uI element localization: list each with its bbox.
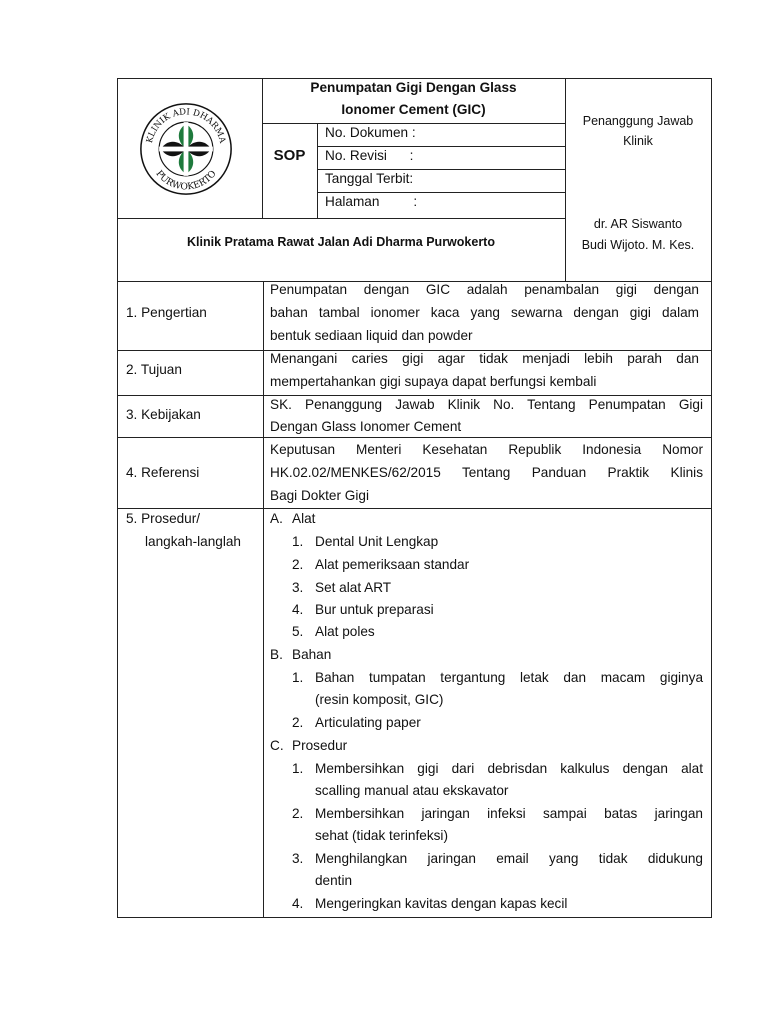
row-label-prosedur: 5. Prosedur/ — [126, 511, 201, 526]
tujuan-line: mempertahankan gigi supaya dapat berfungsi kembali — [270, 374, 597, 389]
row-label-referensi: 4. Referensi — [126, 465, 200, 480]
responsible-line2: Klinik — [623, 134, 653, 148]
prosedur-item: Mengeringkan kavitas dengan kapas kecil — [315, 896, 568, 911]
alat-item: Bur untuk preparasi — [315, 602, 434, 617]
referensi-line: Keputusan Menteri Kesehatan Republik Indonesia Nomor — [270, 442, 703, 457]
svg-text:KLINIK ADI DHARMA: KLINIK ADI DHARMA — [144, 107, 228, 145]
prosedur-item: Membersihkan gigi dari debrisdan kalkulus dengan alat — [315, 761, 703, 776]
kebijakan-line: Dengan Glass Ionomer Cement — [270, 419, 462, 434]
alat-item: Alat pemeriksaan standar — [315, 557, 470, 572]
row-label-tujuan: 2. Tujuan — [126, 362, 182, 377]
section-title-alat: Alat — [292, 511, 316, 526]
prosedur-item-cont: dentin — [315, 873, 353, 888]
field-no-dokumen: No. Dokumen : — [325, 125, 416, 140]
doc-title-line2: Ionomer Cement (GIC) — [341, 102, 486, 117]
alat-item: Alat poles — [315, 624, 375, 639]
alat-item: Dental Unit Lengkap — [315, 534, 439, 549]
body-column-divider — [263, 281, 264, 918]
row-label-pengertian: 1. Pengertian — [126, 305, 207, 320]
bahan-item: Bahan tumpatan tergantung letak dan macam giginya — [315, 670, 703, 685]
table-border-left — [117, 78, 118, 918]
bahan-item-cont: (resin komposit, GIC) — [315, 692, 444, 707]
section-marker-a: A. — [270, 511, 283, 526]
signer-line2: Budi Wijoto. M. Kes. — [581, 238, 695, 252]
pengertian-line: Penumpatan dengan GIC adalah penambalan gigi dengan — [270, 282, 699, 297]
pengertian-line: bentuk sediaan liquid dan powder — [270, 328, 473, 343]
bahan-item: Articulating paper — [315, 715, 421, 730]
row-label-kebijakan: 3. Kebijakan — [126, 407, 201, 422]
table-border-right — [711, 78, 712, 918]
row-label-prosedur-cont: langkah-langlah — [145, 534, 241, 549]
referensi-line: Bagi Dokter Gigi — [270, 488, 369, 503]
section-marker-c: C. — [270, 738, 284, 753]
prosedur-item: Menghilangkan jaringan email yang tidak didukung — [315, 851, 703, 866]
list-number: 5. — [292, 624, 304, 639]
clinic-logo — [138, 101, 234, 197]
doc-title-line1: Penumpatan Gigi Dengan Glass — [310, 80, 517, 95]
kebijakan-line: SK. Penanggung Jawab Klinik No. Tentang Penumpatan Gigi — [270, 397, 703, 412]
list-number: 2. — [292, 715, 304, 730]
list-number: 1. — [292, 670, 304, 685]
section-marker-b: B. — [270, 647, 283, 662]
list-number: 2. — [292, 806, 304, 821]
list-number: 4. — [292, 602, 304, 617]
responsible-line1: Penanggung Jawab — [582, 114, 694, 128]
clinic-name: Klinik Pratama Rawat Jalan Adi Dharma Purwokerto — [187, 235, 495, 249]
field-no-revisi: No. Revisi : — [325, 148, 414, 163]
sop-label: SOP — [273, 147, 306, 164]
field-tanggal-terbit: Tanggal Terbit: — [325, 171, 414, 186]
list-number: 4. — [292, 896, 304, 911]
svg-text:PURWOKERTO: PURWOKERTO — [153, 168, 219, 193]
table-border-bottom — [117, 917, 712, 918]
list-number: 3. — [292, 580, 304, 595]
alat-item: Set alat ART — [315, 580, 392, 595]
section-title-bahan: Bahan — [292, 647, 332, 662]
list-number: 1. — [292, 534, 304, 549]
prosedur-item-cont: sehat (tidak terinfeksi) — [315, 828, 448, 843]
row-line-4 — [117, 508, 712, 509]
pengertian-line: bahan tambal ionomer kaca yang sewarna dengan gigi dalam — [270, 305, 699, 320]
field-halaman: Halaman : — [325, 194, 418, 209]
list-number: 1. — [292, 761, 304, 776]
tujuan-line: Menangani caries gigi agar tidak menjadi lebih parah dan — [270, 351, 699, 366]
prosedur-item-cont: scalling manual atau ekskavator — [315, 783, 509, 798]
row-line-3 — [117, 437, 712, 438]
section-title-prosedur: Prosedur — [292, 738, 348, 753]
signer-line1: dr. AR Siswanto — [593, 217, 683, 231]
list-number: 2. — [292, 557, 304, 572]
header-mid-line — [117, 218, 565, 219]
list-number: 3. — [292, 851, 304, 866]
prosedur-item: Membersihkan jaringan infeksi sampai batas jaringan — [315, 806, 703, 821]
sop-divider — [317, 123, 318, 219]
referensi-line: HK.02.02/MENKES/62/2015 Tentang Panduan Praktik Klinis — [270, 465, 703, 480]
